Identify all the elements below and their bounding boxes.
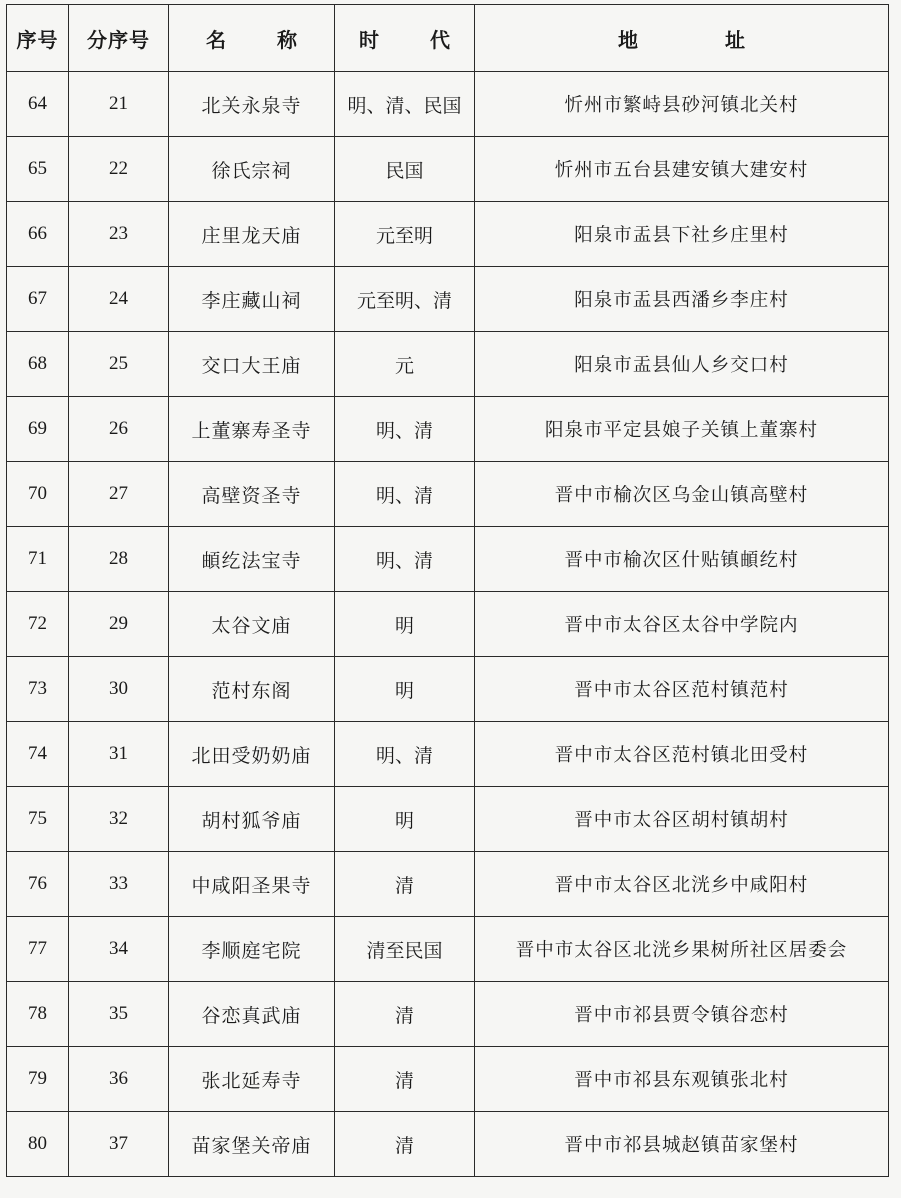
table-row (7, 267, 889, 332)
cell-address: 晋中市太谷区太谷中学院内 (475, 592, 889, 657)
cell-index: 75 (7, 787, 69, 852)
cell-index: 66 (7, 202, 69, 267)
cell-sub-index: 26 (69, 397, 169, 462)
cell-sub-index: 28 (69, 527, 169, 592)
cell-index: 74 (7, 722, 69, 787)
cell-sub-index: 25 (69, 332, 169, 397)
cell-index: 68 (7, 332, 69, 397)
cell-era: 清 (335, 1047, 475, 1112)
cell-address: 晋中市太谷区范村镇范村 (475, 657, 889, 722)
cell-address: 阳泉市平定县娘子关镇上董寨村 (475, 397, 889, 462)
cell-name: 上董寨寿圣寺 (169, 397, 335, 462)
cell-era: 清 (335, 1112, 475, 1177)
cell-name: 交口大王庙 (169, 332, 335, 397)
cell-era: 元 (335, 332, 475, 397)
cell-sub-index: 29 (69, 592, 169, 657)
cell-era: 明、清 (335, 462, 475, 527)
cell-sub-index: 34 (69, 917, 169, 982)
cell-sub-index: 27 (69, 462, 169, 527)
table-row (7, 1047, 889, 1112)
cell-index: 78 (7, 982, 69, 1047)
header-name: 名 称 (169, 5, 335, 72)
cell-index: 64 (7, 72, 69, 137)
cell-name: 谷恋真武庙 (169, 982, 335, 1047)
cell-sub-index: 37 (69, 1112, 169, 1177)
table-row (7, 852, 889, 917)
cell-era: 元至明 (335, 202, 475, 267)
cell-address: 晋中市祁县城赵镇苗家堡村 (475, 1112, 889, 1177)
header-index: 序号 (7, 5, 69, 72)
cell-address: 晋中市太谷区胡村镇胡村 (475, 787, 889, 852)
cell-era: 明、清 (335, 722, 475, 787)
cell-era: 清 (335, 982, 475, 1047)
cell-era: 明、清 (335, 397, 475, 462)
cell-address: 阳泉市盂县西潘乡李庄村 (475, 267, 889, 332)
cell-address: 晋中市榆次区乌金山镇高壁村 (475, 462, 889, 527)
cell-sub-index: 21 (69, 72, 169, 137)
cell-address: 阳泉市盂县仙人乡交口村 (475, 332, 889, 397)
cell-address: 晋中市榆次区什贴镇頔纥村 (475, 527, 889, 592)
cell-name: 北田受奶奶庙 (169, 722, 335, 787)
cell-name: 北关永泉寺 (169, 72, 335, 137)
cell-address: 晋中市祁县东观镇张北村 (475, 1047, 889, 1112)
cell-name: 张北延寿寺 (169, 1047, 335, 1112)
cell-index: 73 (7, 657, 69, 722)
cell-name: 頔纥法宝寺 (169, 527, 335, 592)
cell-address: 晋中市祁县贾令镇谷恋村 (475, 982, 889, 1047)
table-row (7, 982, 889, 1047)
cell-index: 80 (7, 1112, 69, 1177)
cell-era: 清至民国 (335, 917, 475, 982)
cell-era: 明、清 (335, 527, 475, 592)
cell-era: 元至明、清 (335, 267, 475, 332)
table-row (7, 137, 889, 202)
table-row (7, 202, 889, 267)
cell-index: 72 (7, 592, 69, 657)
cell-address: 晋中市太谷区北洸乡中咸阳村 (475, 852, 889, 917)
cell-sub-index: 22 (69, 137, 169, 202)
header-era: 时 代 (335, 5, 475, 72)
heritage-sites-table (6, 4, 889, 1177)
cell-era: 明 (335, 592, 475, 657)
cell-address: 晋中市太谷区范村镇北田受村 (475, 722, 889, 787)
table-row (7, 332, 889, 397)
cell-sub-index: 32 (69, 787, 169, 852)
cell-sub-index: 30 (69, 657, 169, 722)
cell-sub-index: 24 (69, 267, 169, 332)
cell-name: 庄里龙天庙 (169, 202, 335, 267)
header-row (7, 5, 889, 72)
cell-name: 中咸阳圣果寺 (169, 852, 335, 917)
cell-address: 忻州市五台县建安镇大建安村 (475, 137, 889, 202)
cell-era: 明 (335, 657, 475, 722)
cell-address: 晋中市太谷区北洸乡果树所社区居委会 (475, 917, 889, 982)
table-row (7, 917, 889, 982)
cell-name: 李庄藏山祠 (169, 267, 335, 332)
table-row (7, 527, 889, 592)
table-row (7, 462, 889, 527)
table-row (7, 787, 889, 852)
table-row (7, 592, 889, 657)
cell-era: 明 (335, 787, 475, 852)
cell-name: 李顺庭宅院 (169, 917, 335, 982)
cell-name: 太谷文庙 (169, 592, 335, 657)
cell-name: 胡村狐爷庙 (169, 787, 335, 852)
cell-name: 范村东阁 (169, 657, 335, 722)
cell-sub-index: 35 (69, 982, 169, 1047)
table-header (7, 5, 889, 72)
cell-name: 高壁资圣寺 (169, 462, 335, 527)
cell-address: 阳泉市盂县下社乡庄里村 (475, 202, 889, 267)
cell-sub-index: 33 (69, 852, 169, 917)
table-row (7, 657, 889, 722)
table-row (7, 722, 889, 787)
cell-era: 明、清、民国 (335, 72, 475, 137)
cell-era: 民国 (335, 137, 475, 202)
cell-index: 76 (7, 852, 69, 917)
table-body (7, 72, 889, 1177)
cell-address: 忻州市繁峙县砂河镇北关村 (475, 72, 889, 137)
table-row (7, 1112, 889, 1177)
cell-index: 65 (7, 137, 69, 202)
header-address: 地 址 (475, 5, 889, 72)
cell-index: 79 (7, 1047, 69, 1112)
table-row (7, 397, 889, 462)
cell-index: 70 (7, 462, 69, 527)
cell-index: 71 (7, 527, 69, 592)
cell-index: 69 (7, 397, 69, 462)
cell-name: 徐氏宗祠 (169, 137, 335, 202)
cell-sub-index: 31 (69, 722, 169, 787)
table-row (7, 72, 889, 137)
cell-index: 77 (7, 917, 69, 982)
cell-sub-index: 23 (69, 202, 169, 267)
cell-name: 苗家堡关帝庙 (169, 1112, 335, 1177)
cell-index: 67 (7, 267, 69, 332)
cell-era: 清 (335, 852, 475, 917)
cell-sub-index: 36 (69, 1047, 169, 1112)
header-sub-index: 分序号 (69, 5, 169, 72)
